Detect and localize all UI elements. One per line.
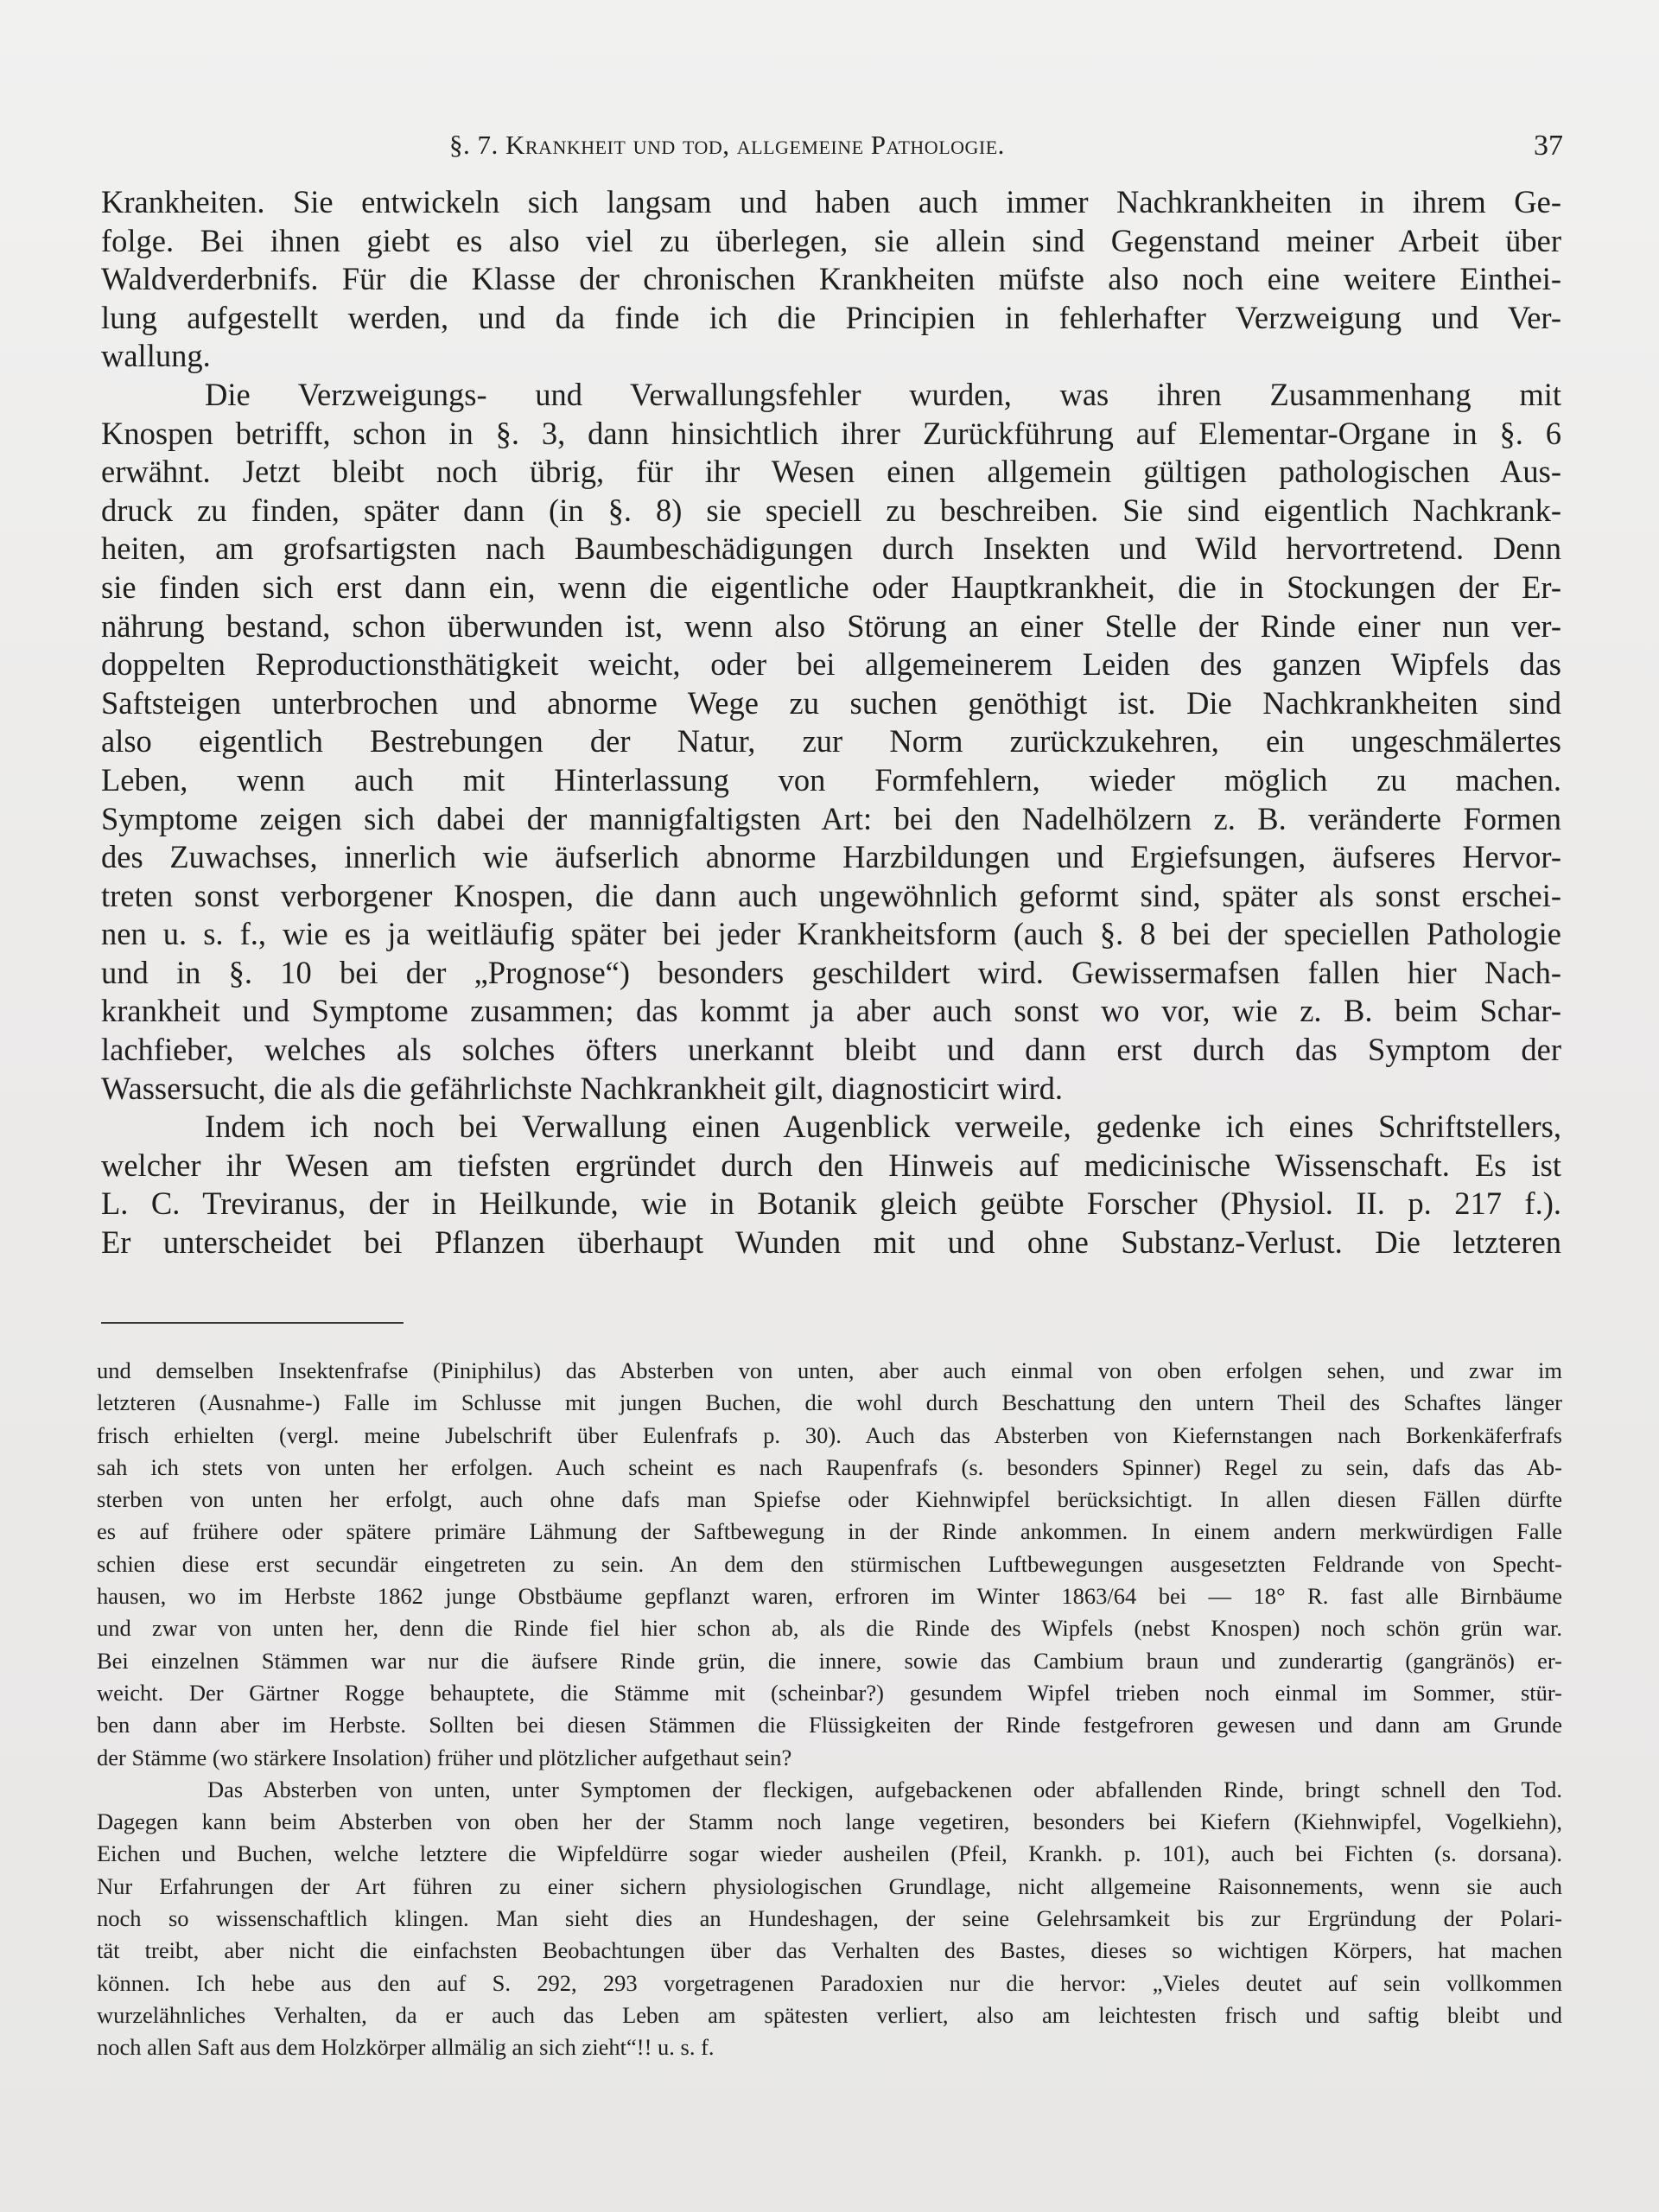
footnote-line: Bei einzelnen Stämmen war nur die äufsere Rinde grün, die innere, sowie das Cambium braun und zunderartig (gangränös) er- bbox=[97, 1647, 1562, 1674]
footnote-line: ben dann aber im Herbste. Sollten bei diesen Stämmen die Flüssigkeiten der Rinde festgefroren gewesen und dann am Grunde bbox=[97, 1712, 1562, 1738]
footnote-line: sah ich stets von unten her erfolgen. Auch scheint es nach Raupenfrafs (s. besonders Spinner) Regel zu sein, dafs das Ab- bbox=[97, 1453, 1562, 1480]
footnote-block bbox=[97, 1355, 1562, 2064]
footnote-line: tät treibt, aber nicht die einfachsten Beobachtungen über das Verhalten des Bastes, dieses so wichtigen Körpers, hat machen bbox=[97, 1937, 1562, 1964]
footnote-rule bbox=[101, 1322, 404, 1324]
body-text-line: welcher ihr Wesen am tiefsten ergründet durch den Hinweis auf medicinische Wissenschaft. Es ist bbox=[101, 1147, 1561, 1183]
footnote-line: können. Ich hebe aus den auf S. 292, 293 vorgetragenen Paradoxien nur die hervor: „Vieles deutet auf sein vollkommen bbox=[97, 1969, 1562, 1996]
body-text-line: doppelten Reproductionsthätigkeit weicht, oder bei allgemeinerem Leiden des ganzen Wipfels das bbox=[101, 646, 1561, 683]
body-text-line: Er unterscheidet bei Pflanzen überhaupt Wunden mit und ohne Substanz-Verlust. Die letzteren bbox=[101, 1224, 1561, 1261]
body-text-line: also eigentlich Bestrebungen der Natur, zur Norm zurückzukehren, ein ungeschmälertes bbox=[101, 723, 1561, 760]
body-text-line: Krankheiten. Sie entwickeln sich langsam und haben auch immer Nachkrankheiten in ihrem Ge- bbox=[101, 184, 1561, 219]
main-text-block bbox=[101, 183, 1561, 1262]
body-text-line: Waldverderbnifs. Für die Klasse der chronischen Krankheiten müfste also noch eine weitere Einthei- bbox=[101, 261, 1561, 297]
body-text-line: treten sonst verborgener Knospen, die dann auch ungewöhnlich geformt sind, später als sonst erschei- bbox=[101, 877, 1561, 913]
footnote-line: noch so wissenschaftlich klingen. Man sieht dies an Hundeshagen, der seine Gelehrsamkeit bis zur Ergründung der Polari- bbox=[97, 1905, 1562, 1932]
footnote-line: wurzelähnliches Verhalten, da er auch das Leben am spätesten verliert, also am leichtesten frisch und saftig bleibt und bbox=[97, 2001, 1562, 2028]
body-text-line: lung aufgestellt werden, und da finde ich die Principien in fehlerhafter Verzweigung und Ver- bbox=[101, 299, 1561, 335]
footnote-line: und zwar von unten her, denn die Rinde fiel hier schon ab, als die Rinde des Wipfels (nebst Knospen) noch schön grün war. bbox=[97, 1615, 1562, 1642]
footnote-line: noch allen Saft aus dem Holzkörper allmälig an sich zieht“!! u. s. f. bbox=[97, 2034, 715, 2061]
body-text-line: wallung. bbox=[101, 338, 211, 374]
body-text-line: nährung bestand, schon überwunden ist, wenn also Störung an einer Stelle der Rinde einer nun ver- bbox=[101, 607, 1561, 644]
body-text-line: Symptome zeigen sich dabei der mannigfaltigsten Art: bei den Nadelhölzern z. B. veränderte Formen bbox=[101, 800, 1561, 836]
footnote-line: und demselben Insektenfrafse (Piniphilus) das Absterben von unten, aber auch einmal von oben erfolgen sehen, und zwar im bbox=[97, 1357, 1562, 1383]
footnote-line: Nur Erfahrungen der Art führen zu einer sichern physiologischen Grundlage, nicht allgemeine Raisonnements, wenn sie auch bbox=[97, 1872, 1562, 1899]
footnote-line: hausen, wo im Herbste 1862 junge Obstbäume gepflanzt waren, erfroren im Winter 1863/64 bei — 18° R. fast alle Birnbäume bbox=[97, 1583, 1562, 1610]
footnote-line: sterben von unten her erfolgt, auch ohne dafs man Spiefse oder Kiehnwipfel berücksichtigt. In allen diesen Fällen dürfte bbox=[97, 1486, 1562, 1513]
footnote-line: frisch erhielten (vergl. meine Jubelschrift über Eulenfrafs p. 30). Auch das Absterben von Kiefernstangen nach Borkenkäferfrafs bbox=[97, 1421, 1562, 1448]
footnote-line: Das Absterben von unten, unter Symptomen der fleckigen, aufgebackenen oder abfallenden Rinde, bringt schnell den Tod. bbox=[207, 1776, 1562, 1802]
body-text-line: Die Verzweigungs- und Verwallungsfehler wurden, was ihren Zusammenhang mit bbox=[205, 376, 1561, 412]
body-text-line: druck zu finden, später dann (in §. 8) sie speciell zu beschreiben. Sie sind eigentlich Nachkrank- bbox=[101, 492, 1561, 528]
body-text-line: Wassersucht, die als die gefährlichste Nachkrankheit gilt, diagnosticirt wird. bbox=[101, 1070, 1064, 1106]
body-text-line: und in §. 10 bei der „Prognose“) besonders geschildert wird. Gewissermafsen fallen hier Nach- bbox=[101, 954, 1561, 990]
footnote-line: Dagegen kann beim Absterben von oben her der Stamm noch lange vegetiren, besonders bei Kiefern (Kiehnwipfel, Vogelkiehn), bbox=[97, 1808, 1562, 1835]
page-number: 37 bbox=[1534, 130, 1563, 162]
body-text-line: Indem ich noch bei Verwallung einen Augenblick verweile, gedenke ich eines Schriftstellers, bbox=[205, 1109, 1561, 1145]
footnote-line: weicht. Der Gärtner Rogge behauptete, die Stämme mit (scheinbar?) gesundem Wipfel trieben noch einmal im Sommer, stür- bbox=[97, 1679, 1562, 1706]
body-text-line: nen u. s. f., wie es ja weitläufig später bei jeder Krankheitsform (auch §. 8 bei der speciellen Pathologie bbox=[101, 916, 1561, 952]
footnote-line: letzteren (Ausnahme-) Falle im Schlusse mit jungen Buchen, die wohl durch Beschattung den untern Theil des Schaftes länger bbox=[97, 1389, 1562, 1416]
body-text-line: Leben, wenn auch mit Hinterlassung von Formfehlern, wieder möglich zu machen. bbox=[101, 761, 1561, 798]
body-text-line: sie finden sich erst dann ein, wenn die eigentliche oder Hauptkrankheit, die in Stockungen der Er- bbox=[101, 569, 1561, 605]
body-text-line: des Zuwachses, innerlich wie äufserlich abnorme Harzbildungen und Ergiefsungen, äufseres Hervor- bbox=[101, 839, 1561, 875]
footnote-line: der Stämme (wo stärkere Insolation) früher und plötzlicher aufgethaut sein? bbox=[97, 1744, 792, 1770]
body-text-line: folge. Bei ihnen giebt es also viel zu überlegen, sie allein sind Gegenstand meiner Arbeit über bbox=[101, 222, 1561, 258]
body-text-line: heiten, am grofsartigsten nach Baumbeschädigungen durch Insekten und Wild hervortretend. Denn bbox=[101, 531, 1561, 567]
body-text-line: Saftsteigen unterbrochen und abnorme Wege zu suchen genöthigt ist. Die Nachkrankheiten sind bbox=[101, 684, 1561, 721]
footnote-line: schien diese erst secundär eingetreten zu sein. An dem den stürmischen Luftbewegungen ausgesetzten Feldrande von Specht- bbox=[97, 1550, 1562, 1577]
body-text-line: krankheit und Symptome zusammen; das kommt ja aber auch sonst wo vor, wie z. B. beim Schar- bbox=[101, 993, 1561, 1029]
body-text-line: L. C. Treviranus, der in Heilkunde, wie in Botanik gleich geübte Forscher (Physiol. II. p. 217 f.). bbox=[101, 1185, 1561, 1222]
running-head: §. 7. Krankheit und tod, allgemeine Pathologie. bbox=[449, 130, 1005, 160]
body-text-line: lachfieber, welches als solches öfters unerkannt bleibt und dann erst durch das Symptom der bbox=[101, 1032, 1561, 1068]
footnote-line: es auf frühere oder spätere primäre Lähmung der Saftbewegung in der Rinde ankommen. In einem andern merkwürdigen Falle bbox=[97, 1518, 1562, 1545]
body-text-line: erwähnt. Jetzt bleibt noch übrig, für ihr Wesen einen allgemein gültigen pathologischen Aus- bbox=[101, 454, 1561, 490]
footnote-line: Eichen und Buchen, welche letztere die Wipfeldürre sogar wieder ausheilen (Pfeil, Krankh. p. 101), auch bei Fichten (s. dorsana). bbox=[97, 1840, 1562, 1867]
body-text-line: Knospen betrifft, schon in §. 3, dann hinsichtlich ihrer Zurückführung auf Elementar-Organe in §. 6 bbox=[101, 415, 1561, 451]
